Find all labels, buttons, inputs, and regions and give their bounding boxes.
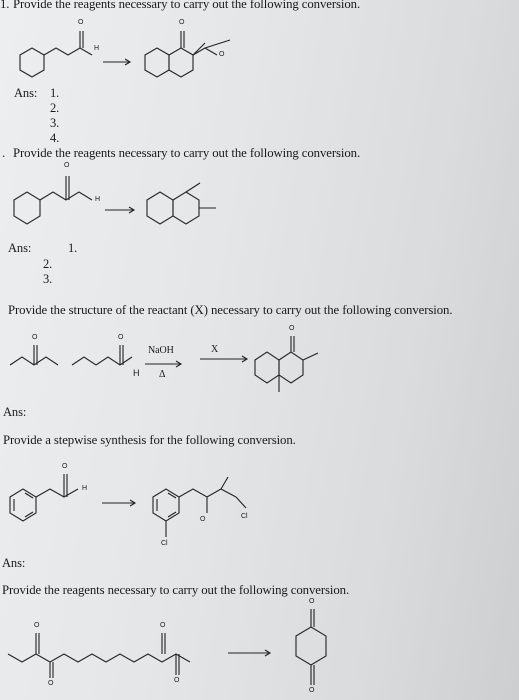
q1-prompt: Provide the reagents necessary to carry out the following conversion. [13,0,361,11]
q5-product-o-2: O [309,687,315,694]
q1-ans-item-2: 2. [50,101,60,115]
q2-ans-label: Ans: [8,241,32,255]
q1-reactant-h: H [94,45,99,52]
q5-reactant-o-2: O [48,680,54,687]
q1-ans-label: Ans: [14,86,38,100]
q4-product-cl-2: Cl [161,540,168,547]
q3-prompt: Provide the structure of the reactant (X) necessary to carry out the following conversion. [8,303,453,317]
q2-ans-item-1: 1. [68,241,78,255]
q2-reactant-o: O [64,162,70,169]
q3-ketone-o: O [32,334,38,341]
q1-number: 1. [0,0,10,11]
q3-reagent-delta: Δ [159,369,166,380]
q4-reactant-o: O [62,463,68,470]
q4-ans-label: Ans: [2,556,26,570]
q3-aldehyde-o: O [118,334,124,341]
q5-product-ring [296,627,326,665]
q3-reagent-x: X [211,344,219,355]
q2-prompt: Provide the reagents necessary to carry out the following conversion. [13,146,361,160]
q5-reactant-o-4: O [174,677,180,684]
q3-product-o: O [289,325,295,332]
q5-prompt: Provide the reagents necessary to carry out the following conversion. [2,583,350,597]
q5-reactant-o-3: O [160,622,166,629]
q4-product-o: O [200,516,206,523]
q4-product-cl-1: Cl [241,513,248,520]
q2-number: . [2,146,6,160]
q2-ans-item-3: 3. [43,272,53,286]
q5-reactant-o-1: O [34,622,40,629]
q3-aldehyde-h: H [133,368,140,378]
q2-ans-item-2: 2. [43,257,53,271]
q2-reactant-h: H [95,196,100,203]
q1-product-o: O [179,19,185,26]
q1-reactant-o: O [78,19,84,26]
q1-ans-item-3: 3. [50,116,60,130]
q1-product-o2: O [219,51,225,58]
q3-reagent-naoh: NaOH [148,345,174,356]
q1-ans-item-4: 4. [50,131,60,145]
q3-ans-label: Ans: [3,405,27,419]
q4-reactant-h: H [82,485,87,492]
q1-ans-item-1: 1. [50,86,60,100]
q5-product-o-1: O [309,598,315,605]
q5-reactant-chain [8,654,190,662]
q4-prompt: Provide a stepwise synthesis for the following conversion. [3,433,296,447]
